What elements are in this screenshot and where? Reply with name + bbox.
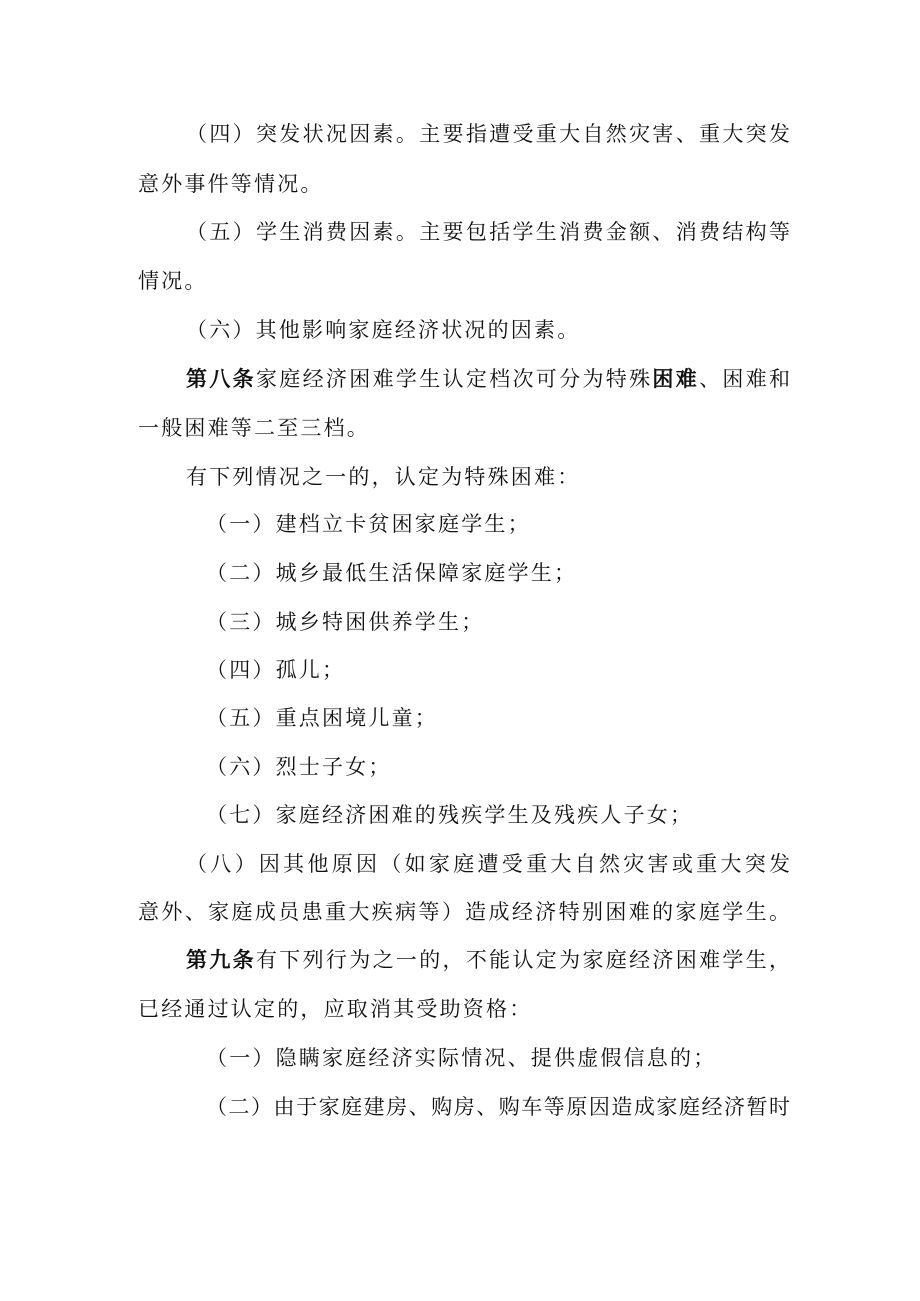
article-9-text: 有下列行为之一的，不能认定为家庭经济困难学生， — [255, 948, 791, 972]
article-9-line-2: 已经通过认定的，应取消其受助资格： — [138, 997, 533, 1021]
article-8-text-tail: 、困难和 — [699, 367, 791, 391]
list-item: （五）重点困境儿童； — [206, 706, 438, 730]
para-4-line-2: 意外事件等情况。 — [138, 172, 324, 196]
article-8-text: 家庭经济困难学生认定档次可分为特殊 — [255, 367, 653, 391]
article-8-line-1 — [186, 365, 790, 393]
para-5-line-1: （五）学生消费因素。主要包括学生消费金额、消费结构等 — [186, 220, 790, 244]
list-item: （一）建档立卡贫困家庭学生； — [206, 512, 531, 536]
list-item: （二）由于家庭建房、购房、购车等原因造成家庭经济暂时 — [206, 1095, 790, 1119]
item-8-line-2: 意外、家庭成员患重大疾病等）造成经济特别困难的家庭学生。 — [138, 900, 790, 924]
article-8-heading: 第八条 — [186, 366, 256, 391]
article-9-line-1 — [186, 946, 790, 974]
article-9-heading: 第九条 — [186, 947, 256, 972]
list-item: （四）孤儿； — [206, 658, 346, 682]
article-8-bold-word: 困难 — [652, 366, 700, 391]
para-4-line-1: （四）突发状况因素。主要指遭受重大自然灾害、重大突发 — [186, 122, 790, 146]
para-6: （六）其他影响家庭经济状况的因素。 — [186, 318, 581, 342]
special-hardship-intro: 有下列情况之一的，认定为特殊困难： — [186, 465, 581, 489]
list-item: （七）家庭经济困难的残疾学生及残疾人子女； — [206, 803, 694, 827]
list-item: （三）城乡特困供养学生； — [206, 610, 485, 634]
list-item: （六）烈士子女； — [206, 755, 392, 779]
item-8-line-1: （八）因其他原因（如家庭遭受重大自然灾害或重大突发 — [186, 852, 790, 876]
list-item: （一）隐瞒家庭经济实际情况、提供虚假信息的； — [206, 1046, 717, 1070]
article-8-line-2: 一般困难等二至三档。 — [138, 416, 370, 440]
para-5-line-2: 情况。 — [138, 269, 208, 293]
list-item: （二）城乡最低生活保障家庭学生； — [206, 561, 578, 585]
